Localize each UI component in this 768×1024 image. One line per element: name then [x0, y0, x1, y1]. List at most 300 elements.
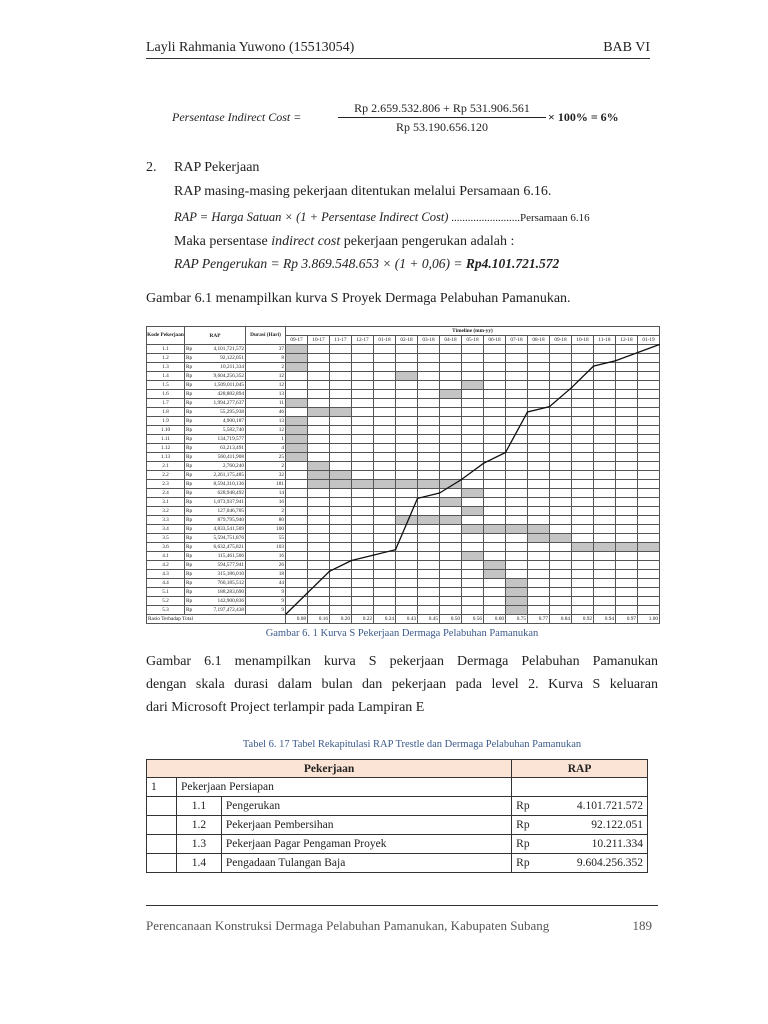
task-code: 4.2: [147, 561, 185, 570]
timeline-cell: [550, 354, 572, 363]
section-title: RAP Pekerjaan: [174, 160, 260, 175]
timeline-cell: [352, 426, 374, 435]
timeline-cell: [616, 381, 638, 390]
timeline-cell: [572, 525, 594, 534]
timeline-cell: [528, 453, 550, 462]
timeline-cell: [616, 453, 638, 462]
task-duration: 2: [246, 507, 286, 516]
timeline-cell: [374, 471, 396, 480]
task-duration: 8: [246, 354, 286, 363]
rekap-value: 4.101.721.572: [576, 800, 643, 812]
task-duration: 32: [246, 471, 286, 480]
timeline-cell: [462, 597, 484, 606]
gantt-row: [147, 417, 660, 426]
gantt-bar-cell: [440, 390, 462, 399]
timeline-cell: [308, 390, 330, 399]
task-duration: 14: [246, 489, 286, 498]
timeline-cell: [330, 399, 352, 408]
timeline-cell: [484, 471, 506, 480]
timeline-cell: [352, 597, 374, 606]
timeline-cell: [594, 516, 616, 525]
gantt-description: [146, 650, 658, 719]
timeline-cell: [528, 516, 550, 525]
task-rap: 10,211,334: [199, 363, 246, 372]
rekap-item-rap: [512, 816, 648, 835]
task-duration: 100: [246, 525, 286, 534]
timeline-cell: [374, 417, 396, 426]
timeline-cell: [330, 561, 352, 570]
task-rap: 1,509,011,045: [199, 381, 246, 390]
timeline-cell: [440, 552, 462, 561]
timeline-cell: [352, 516, 374, 525]
timeline-cell: [418, 570, 440, 579]
timeline-cell: [484, 390, 506, 399]
equation-dots: .........................: [448, 212, 520, 224]
timeline-cell: [638, 498, 660, 507]
timeline-cell: [638, 489, 660, 498]
timeline-cell: [374, 381, 396, 390]
timeline-cell: [506, 507, 528, 516]
timeline-cell: [484, 606, 506, 615]
timeline-cell: [330, 345, 352, 354]
timeline-cell: [352, 471, 374, 480]
timeline-cell: [638, 345, 660, 354]
timeline-cell: [308, 417, 330, 426]
rekap-indent: [147, 854, 177, 873]
ratio-value: 0.16: [308, 615, 330, 624]
timeline-cell: [572, 381, 594, 390]
timeline-cell: [594, 561, 616, 570]
timeline-cell: [638, 516, 660, 525]
timeline-cell: [308, 444, 330, 453]
timeline-cell: [616, 408, 638, 417]
timeline-cell: [352, 363, 374, 372]
gantt-bar-cell: [484, 525, 506, 534]
timeline-cell: [484, 534, 506, 543]
gantt-row: [147, 516, 660, 525]
timeline-cell: [396, 462, 418, 471]
timeline-cell: [572, 372, 594, 381]
timeline-cell: [462, 471, 484, 480]
timeline-cell: [528, 354, 550, 363]
currency-label: Rp: [185, 372, 199, 381]
gantt-row: [147, 462, 660, 471]
timeline-cell: [550, 525, 572, 534]
currency-label: Rp: [185, 399, 199, 408]
timeline-cell: [330, 516, 352, 525]
gantt-bar-cell: [286, 354, 308, 363]
timeline-cell: [572, 471, 594, 480]
ratio-value: 0.08: [286, 615, 308, 624]
gantt-bar-cell: [396, 516, 418, 525]
month-header: 12-18: [616, 336, 638, 345]
timeline-cell: [594, 399, 616, 408]
currency-label: Rp: [185, 507, 199, 516]
month-header: 12-17: [352, 336, 374, 345]
rap-equation: [174, 210, 590, 225]
month-header: 05-18: [462, 336, 484, 345]
timeline-cell: [506, 453, 528, 462]
timeline-cell: [374, 498, 396, 507]
timeline-cell: [550, 435, 572, 444]
task-rap: 55,295,938: [199, 408, 246, 417]
timeline-cell: [484, 417, 506, 426]
timeline-cell: [308, 498, 330, 507]
timeline-cell: [418, 390, 440, 399]
timeline-cell: [616, 426, 638, 435]
timeline-cell: [440, 543, 462, 552]
ratio-label: Rasio Terhadap Total: [147, 615, 286, 624]
timeline-cell: [286, 543, 308, 552]
timeline-cell: [484, 372, 506, 381]
currency-label: Rp: [185, 345, 199, 354]
timeline-cell: [550, 399, 572, 408]
gantt-row: [147, 543, 660, 552]
timeline-cell: [440, 381, 462, 390]
task-code: 2.3: [147, 480, 185, 489]
timeline-cell: [308, 516, 330, 525]
task-duration: 16: [246, 552, 286, 561]
timeline-cell: [550, 579, 572, 588]
task-duration: 26: [246, 561, 286, 570]
timeline-cell: [572, 516, 594, 525]
timeline-cell: [396, 597, 418, 606]
header-author: Layli Rahmania Yuwono (15513054): [146, 40, 355, 55]
task-code: 1.11: [147, 435, 185, 444]
timeline-cell: [286, 489, 308, 498]
timeline-cell: [638, 525, 660, 534]
task-code: 4.1: [147, 552, 185, 561]
ratio-value: 0.60: [484, 615, 506, 624]
timeline-cell: [506, 426, 528, 435]
ratio-value: 0.92: [572, 615, 594, 624]
task-duration: 12: [246, 426, 286, 435]
rekap-item-name: Pengerukan: [221, 797, 511, 816]
timeline-cell: [484, 516, 506, 525]
timeline-cell: [594, 471, 616, 480]
timeline-cell: [396, 489, 418, 498]
timeline-cell: [308, 381, 330, 390]
timeline-cell: [616, 597, 638, 606]
task-rap: 1,994,277,637: [199, 399, 246, 408]
task-duration: 2: [246, 363, 286, 372]
timeline-cell: [484, 453, 506, 462]
timeline-cell: [594, 489, 616, 498]
timeline-cell: [638, 399, 660, 408]
timeline-cell: [572, 444, 594, 453]
timeline-cell: [506, 381, 528, 390]
gantt-row: [147, 489, 660, 498]
timeline-cell: [286, 552, 308, 561]
timeline-cell: [462, 372, 484, 381]
gantt-bar-cell: [506, 597, 528, 606]
timeline-cell: [594, 444, 616, 453]
gantt-bar-cell: [286, 435, 308, 444]
task-duration: 9: [246, 597, 286, 606]
ratio-value: 0.84: [550, 615, 572, 624]
rekap-item-rap: [512, 797, 648, 816]
timeline-cell: [594, 408, 616, 417]
timeline-cell: [308, 552, 330, 561]
equation-ref: Persamaan 6.16: [519, 212, 590, 224]
timeline-cell: [308, 579, 330, 588]
timeline-cell: [330, 534, 352, 543]
gantt-bar-cell: [462, 507, 484, 516]
timeline-cell: [396, 435, 418, 444]
timeline-cell: [308, 363, 330, 372]
timeline-cell: [638, 354, 660, 363]
timeline-cell: [506, 372, 528, 381]
timeline-cell: [594, 390, 616, 399]
timeline-cell: [352, 444, 374, 453]
currency-label: Rp: [185, 498, 199, 507]
task-rap: 594,577,941: [199, 561, 246, 570]
timeline-cell: [440, 561, 462, 570]
timeline-cell: [484, 444, 506, 453]
formula-result: × 100% = 6%: [548, 110, 619, 124]
task-code: 3.2: [147, 507, 185, 516]
timeline-cell: [352, 417, 374, 426]
timeline-cell: [462, 534, 484, 543]
timeline-cell: [528, 579, 550, 588]
timeline-cell: [506, 390, 528, 399]
col-rap: RAP: [185, 327, 246, 345]
task-duration: 12: [246, 381, 286, 390]
timeline-cell: [396, 417, 418, 426]
timeline-cell: [572, 498, 594, 507]
timeline-cell: [396, 507, 418, 516]
timeline-cell: [374, 534, 396, 543]
timeline-cell: [638, 561, 660, 570]
currency-label: Rp: [185, 462, 199, 471]
timeline-cell: [484, 552, 506, 561]
timeline-cell: [374, 597, 396, 606]
timeline-cell: [330, 444, 352, 453]
timeline-cell: [462, 543, 484, 552]
timeline-cell: [506, 444, 528, 453]
task-code: 2.2: [147, 471, 185, 480]
currency-label: Rp: [185, 588, 199, 597]
task-code: 4.3: [147, 570, 185, 579]
gantt-row: [147, 525, 660, 534]
timeline-cell: [330, 381, 352, 390]
timeline-cell: [594, 570, 616, 579]
ratio-value: 0.94: [594, 615, 616, 624]
timeline-cell: [572, 345, 594, 354]
timeline-cell: [352, 372, 374, 381]
timeline-cell: [440, 588, 462, 597]
timeline-cell: [550, 390, 572, 399]
timeline-cell: [330, 606, 352, 615]
timeline-cell: [374, 354, 396, 363]
rap-equation-text: RAP = Harga Satuan × (1 + Persentase Indirect Cost): [174, 210, 449, 224]
gantt-row: [147, 381, 660, 390]
rekap-row: [147, 854, 648, 873]
currency-label: Rp: [185, 534, 199, 543]
timeline-cell: [638, 462, 660, 471]
gantt-bar-cell: [286, 345, 308, 354]
timeline-cell: [594, 579, 616, 588]
timeline-cell: [638, 363, 660, 372]
timeline-cell: [352, 579, 374, 588]
timeline-cell: [506, 480, 528, 489]
timeline-cell: [638, 426, 660, 435]
rekap-indent: [147, 835, 177, 854]
timeline-cell: [484, 363, 506, 372]
timeline-cell: [396, 534, 418, 543]
timeline-cell: [374, 372, 396, 381]
timeline-cell: [638, 444, 660, 453]
header-divider: [146, 58, 650, 59]
timeline-cell: [396, 561, 418, 570]
timeline-cell: [286, 516, 308, 525]
timeline-cell: [286, 579, 308, 588]
timeline-cell: [594, 462, 616, 471]
currency-label: Rp: [185, 570, 199, 579]
task-rap: 4,833,541,509: [199, 525, 246, 534]
timeline-cell: [286, 372, 308, 381]
timeline-cell: [506, 471, 528, 480]
timeline-cell: [616, 480, 638, 489]
month-header: 09-18: [550, 336, 572, 345]
timeline-cell: [550, 444, 572, 453]
timeline-cell: [506, 354, 528, 363]
timeline-cell: [572, 426, 594, 435]
para-line: dari Microsoft Project terlampir pada Lampiran E: [146, 700, 425, 715]
rekap-group-rap: [512, 778, 648, 797]
currency-label: Rp: [185, 453, 199, 462]
timeline-cell: [418, 354, 440, 363]
gantt-row: [147, 390, 660, 399]
timeline-cell: [484, 480, 506, 489]
timeline-cell: [396, 570, 418, 579]
task-duration: 103: [246, 543, 286, 552]
gantt-bar-cell: [550, 534, 572, 543]
gantt-bar-cell: [286, 453, 308, 462]
timeline-cell: [638, 606, 660, 615]
currency-label: Rp: [185, 435, 199, 444]
timeline-cell: [352, 498, 374, 507]
timeline-cell: [528, 435, 550, 444]
timeline-cell: [572, 408, 594, 417]
timeline-cell: [528, 507, 550, 516]
currency-label: Rp: [185, 552, 199, 561]
timeline-cell: [418, 462, 440, 471]
timeline-cell: [528, 597, 550, 606]
timeline-cell: [462, 516, 484, 525]
gantt-bar-cell: [286, 399, 308, 408]
timeline-cell: [374, 606, 396, 615]
timeline-cell: [462, 606, 484, 615]
gantt-row: [147, 444, 660, 453]
timeline-cell: [528, 462, 550, 471]
eq2-text: RAP Pengerukan = Rp 3.869.548.653 × (1 + 0,06) =: [174, 256, 466, 271]
rekap-item-no: 1.1: [176, 797, 221, 816]
rekap-item-name: Pengadaan Tulangan Baja: [221, 854, 511, 873]
timeline-cell: [308, 426, 330, 435]
gantt-bar-cell: [286, 444, 308, 453]
timeline-cell: [484, 345, 506, 354]
timeline-cell: [440, 471, 462, 480]
timeline-cell: [594, 417, 616, 426]
gantt-caption: Gambar 6. 1 Kurva S Pekerjaan Dermaga Pelabuhan Pamanukan: [265, 628, 539, 639]
timeline-cell: [286, 462, 308, 471]
timeline-cell: [440, 417, 462, 426]
timeline-cell: [638, 570, 660, 579]
gantt-row: [147, 561, 660, 570]
timeline-cell: [352, 534, 374, 543]
task-rap: 92,122,051: [199, 354, 246, 363]
timeline-cell: [462, 588, 484, 597]
timeline-cell: [418, 588, 440, 597]
timeline-cell: [330, 372, 352, 381]
timeline-cell: [352, 408, 374, 417]
timeline-cell: [528, 345, 550, 354]
timeline-cell: [396, 525, 418, 534]
timeline-cell: [616, 570, 638, 579]
timeline-cell: [528, 426, 550, 435]
timeline-cell: [396, 552, 418, 561]
timeline-cell: [528, 552, 550, 561]
timeline-cell: [528, 570, 550, 579]
timeline-cell: [616, 552, 638, 561]
timeline-cell: [462, 426, 484, 435]
task-duration: 80: [246, 516, 286, 525]
timeline-cell: [396, 606, 418, 615]
timeline-cell: [506, 489, 528, 498]
task-rap: 560,411,908: [199, 453, 246, 462]
timeline-cell: [352, 588, 374, 597]
timeline-cell: [616, 498, 638, 507]
timeline-cell: [330, 543, 352, 552]
timeline-cell: [440, 363, 462, 372]
currency-label: Rp: [185, 525, 199, 534]
timeline-cell: [352, 507, 374, 516]
timeline-cell: [396, 390, 418, 399]
timeline-cell: [528, 480, 550, 489]
ratio-value: 0.77: [528, 615, 550, 624]
task-code: 1.7: [147, 399, 185, 408]
currency-label: Rp: [185, 354, 199, 363]
timeline-cell: [462, 408, 484, 417]
timeline-cell: [528, 471, 550, 480]
task-code: 4.4: [147, 579, 185, 588]
timeline-cell: [638, 579, 660, 588]
timeline-cell: [440, 408, 462, 417]
timeline-cell: [418, 561, 440, 570]
timeline-cell: [572, 435, 594, 444]
month-header: 07-18: [506, 336, 528, 345]
task-duration: 181: [246, 480, 286, 489]
timeline-cell: [374, 345, 396, 354]
timeline-cell: [550, 426, 572, 435]
month-header: 10-18: [572, 336, 594, 345]
rap-pengerukan-equation: [174, 256, 559, 272]
page-number: 189: [632, 918, 652, 933]
month-header: 11-17: [330, 336, 352, 345]
timeline-cell: [528, 408, 550, 417]
timeline-cell: [550, 606, 572, 615]
indirect-cost-formula: [172, 100, 632, 136]
timeline-cell: [418, 489, 440, 498]
gantt-row: [147, 372, 660, 381]
timeline-cell: [352, 552, 374, 561]
timeline-cell: [352, 543, 374, 552]
fraction-bar: [338, 117, 546, 118]
timeline-cell: [418, 525, 440, 534]
timeline-cell: [330, 579, 352, 588]
timeline-cell: [462, 444, 484, 453]
